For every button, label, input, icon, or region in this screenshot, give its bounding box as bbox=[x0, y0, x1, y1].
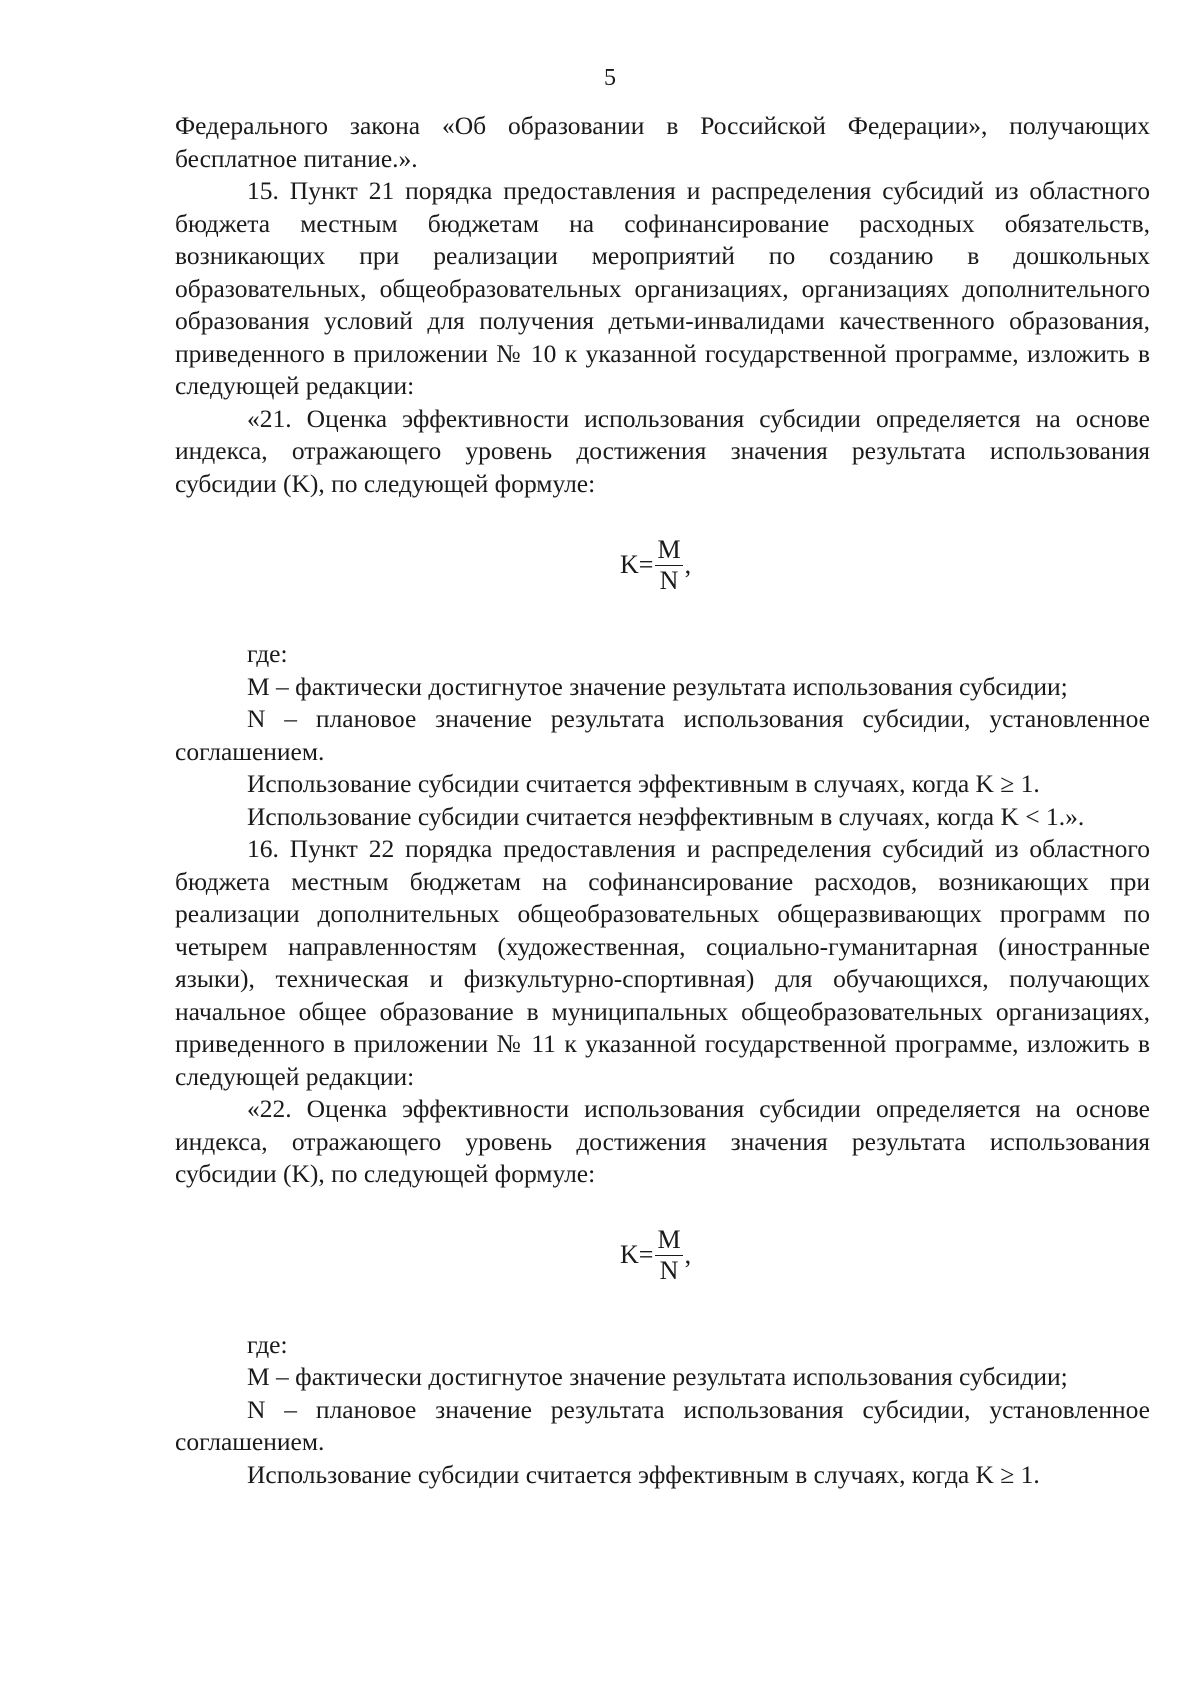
paragraph-item-16: 16. Пункт 22 порядка предоставления и распределения субсидий из областного бюджета местным бюджетам на софинансирование расходов, возникающих при реализации дополнительных общеобразовательных общеразвивающих программ по четырем направленностям (художественная, социально-гуманитарная (иностранные языки), техническая и физкультурно-спортивная) для обучающихся, получающих начальное общее образование в муниципальных общеобразовательных организациях, приведенного в приложении № 11 к указанной государственной программе, изложить в следующей редакции: bbox=[175, 834, 1150, 1091]
formula-block-2 bbox=[175, 1191, 1150, 1329]
formula-block-1 bbox=[175, 500, 1150, 638]
paragraph-continuation: Федерального закона «Об образовании в Российской Федерации», получающих бесплатное питание.». bbox=[175, 111, 1150, 173]
definition-n: N – плановое значение результата использования субсидии, установленное соглашением. bbox=[175, 1394, 1150, 1456]
paragraph-item-15: 15. Пункт 21 порядка предоставления и распределения субсидий из областного бюджета местным бюджетам на софинансирование расходных обязательств, возникающих при реализации мероприятий по созданию в дошкольных образовательных, общеобразовательных организациях, организациях дополнительного образования условий для получения детьми-инвалидами качественного образования, приведенного в приложении № 10 к указанной государственной программе, изложить в следующей редакции: bbox=[175, 176, 1150, 400]
formula-denominator: N bbox=[659, 565, 679, 595]
formula-numerator: M bbox=[657, 1225, 681, 1254]
formula-1 bbox=[620, 530, 691, 600]
paragraph-clause-22: «22. Оценка эффективности использования субсидии определяется на основе индекса, отражающего уровень достижения значения результата использования субсидии (K), по следующей формуле: bbox=[175, 1094, 1150, 1188]
page-number: 5 bbox=[604, 65, 616, 91]
formula-tail: , bbox=[684, 549, 692, 579]
formula-tail: , bbox=[684, 1240, 692, 1270]
where-label: где: bbox=[247, 1329, 288, 1359]
formula-fraction bbox=[655, 1225, 682, 1286]
formula-numerator: M bbox=[657, 534, 681, 564]
formula-lhs: K= bbox=[620, 1240, 654, 1270]
formula-fraction bbox=[655, 535, 682, 596]
paragraph-clause-21: «21. Оценка эффективности использования субсидии определяется на основе индекса, отражающего уровень достижения значения результата использования субсидии (K), по следующей формуле: bbox=[175, 403, 1150, 498]
formula-lhs: K= bbox=[620, 549, 654, 579]
formula-denominator: N bbox=[659, 1256, 679, 1285]
formula-2 bbox=[620, 1221, 691, 1291]
definition-m: M – фактически достигнутое значение результата использования субсидии; bbox=[247, 1362, 1068, 1391]
where-label: где: bbox=[247, 639, 288, 668]
definition-m: M – фактически достигнутое значение результата использования субсидии; bbox=[247, 671, 1068, 701]
effective-condition: Использование субсидии считается эффективным в случаях, когда K ≥ 1. bbox=[247, 769, 1040, 798]
ineffective-condition: Использование субсидии считается неэффективным в случаях, когда K < 1.». bbox=[247, 801, 1085, 831]
effective-condition: Использование субсидии считается эффективным в случаях, когда K ≥ 1. bbox=[247, 1459, 1040, 1489]
definition-n: N – плановое значение результата использования субсидии, установленное соглашением. bbox=[175, 704, 1150, 766]
document-body bbox=[175, 110, 1150, 1491]
